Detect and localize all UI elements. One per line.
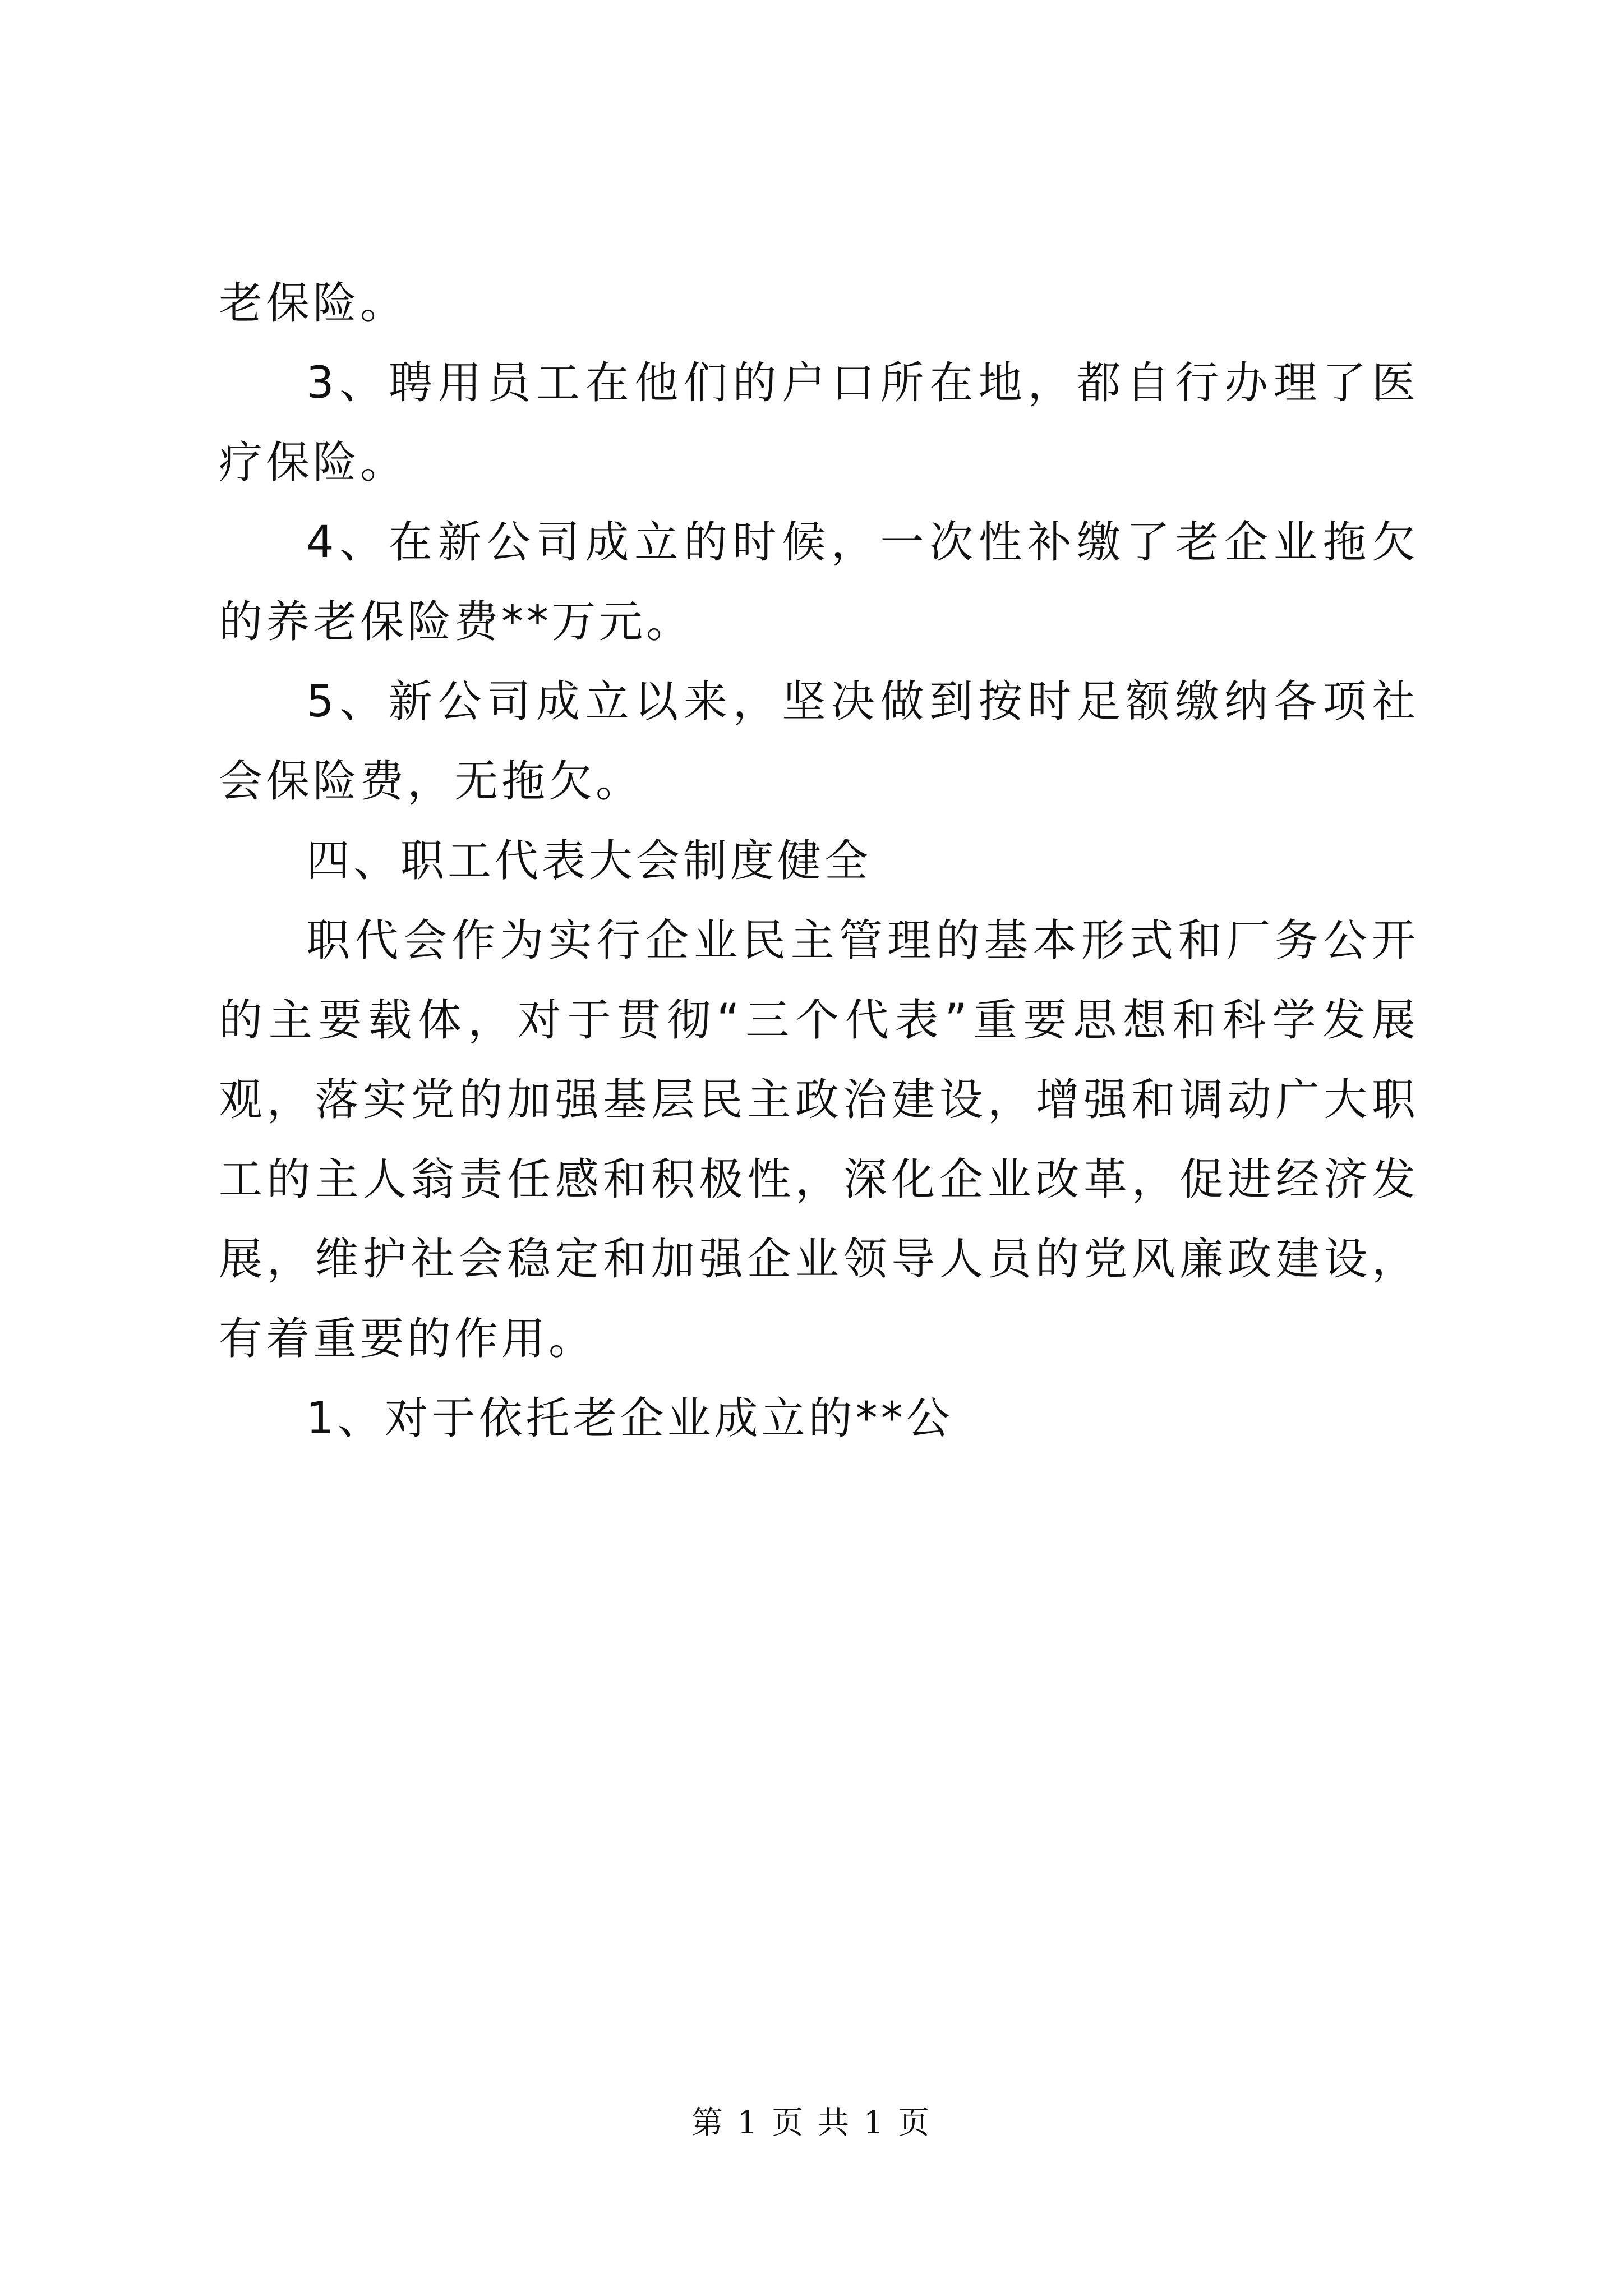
- paragraph-3: 4、在新公司成立的时候，一次性补缴了老企业拖欠的养老保险费**万元。: [219, 517, 1419, 647]
- paragraph-5: 职代会作为实行企业民主管理的基本形式和厂务公开的主要载体，对于贯彻“三个代表”重要思想和科学发展观，落实党的加强基层民主政治建设，增强和调动广大职工的主人翁责任感和积极性，深化企业改革，促进经济发展，维护社会稳定和加强企业领导人员的党风廉政建设，有着重要的作用。: [219, 915, 1419, 1364]
- page-footer: 第 1 页 共 1 页: [691, 2105, 932, 2141]
- section-heading: 四、职工代表大会制度健全: [306, 836, 872, 886]
- paragraph-6: 1、对于依托老企业成立的**公: [306, 1393, 953, 1444]
- paragraph-1: 老保险。: [219, 278, 408, 329]
- document-body: [219, 264, 1419, 1458]
- paragraph-4: 5、新公司成立以来，坚决做到按时足额缴纳各项社会保险费，无拖欠。: [219, 677, 1419, 807]
- paragraph-2: 3、聘用员工在他们的户口所在地，都自行办理了医疗保险。: [219, 358, 1419, 488]
